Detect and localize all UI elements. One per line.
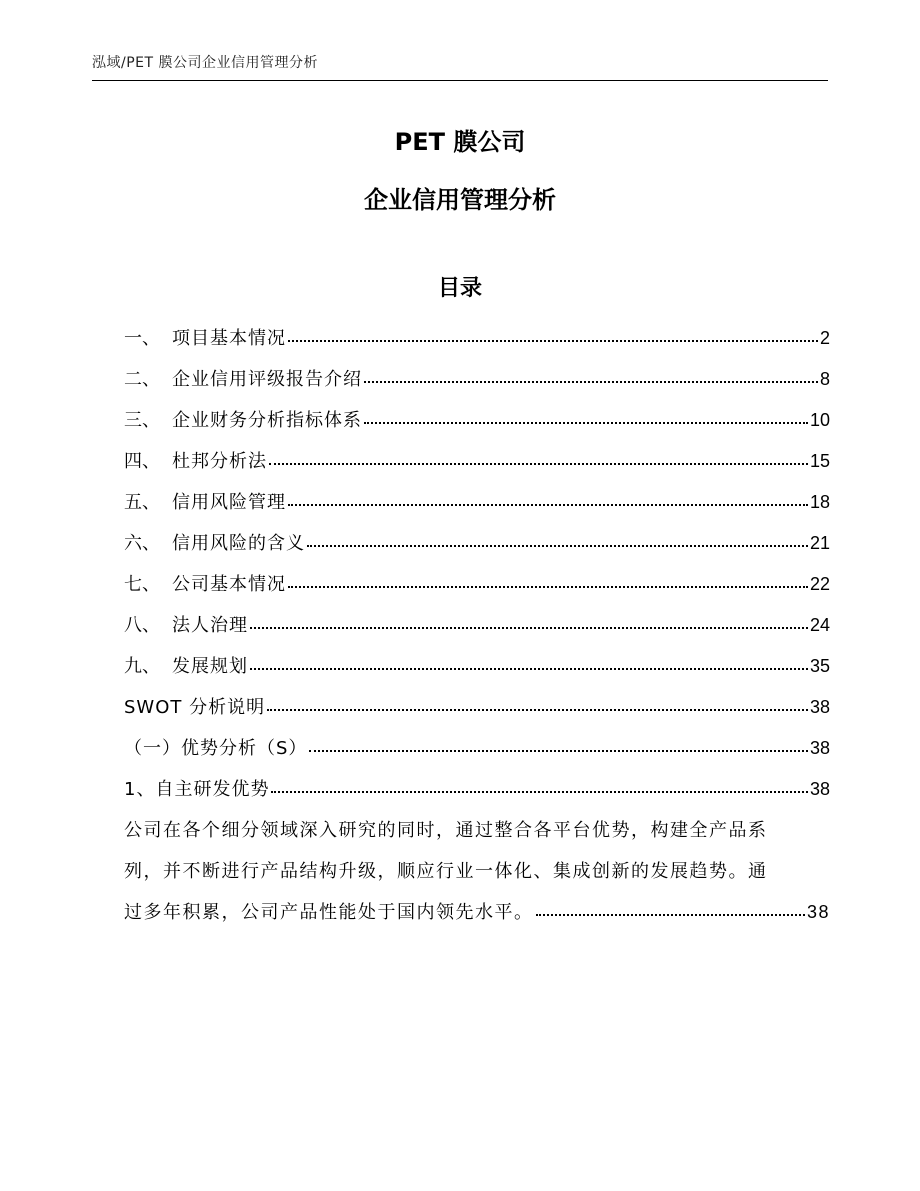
toc-entry[interactable] — [124, 564, 830, 605]
toc-entry-page: 38 — [809, 697, 830, 717]
toc-dot-leader — [271, 791, 808, 793]
toc-dot-leader — [288, 586, 808, 588]
toc-entry-text-line: 公司在各个细分领域深入研究的同时，通过整合各平台优势，构建全产品系 — [124, 820, 768, 841]
toc-entry-number: 三、 — [124, 410, 160, 431]
toc-entry-number: 四、 — [124, 451, 160, 472]
toc-entry[interactable] — [124, 441, 830, 482]
running-header: 泓域/PET 膜公司企业信用管理分析 — [92, 55, 319, 71]
toc-entry-page: 15 — [809, 451, 830, 471]
toc-dot-leader — [536, 914, 805, 916]
toc-entry-number: 七、 — [124, 574, 160, 595]
toc-entry-page: 38 — [809, 738, 830, 758]
toc-dot-leader — [364, 381, 818, 383]
toc-entry-page: 21 — [809, 533, 830, 553]
table-of-contents — [124, 318, 830, 933]
toc-entry-label: 1、自主研发优势 — [124, 779, 270, 800]
toc-entry-label: 信用风险的含义 — [172, 533, 305, 554]
toc-entry-number: 六、 — [124, 533, 160, 554]
toc-entry[interactable] — [124, 769, 830, 810]
toc-entry-label: 企业财务分析指标体系 — [172, 410, 362, 431]
toc-entry-label: 杜邦分析法 — [172, 451, 267, 472]
header-divider — [92, 80, 828, 81]
toc-heading: 目录 — [437, 276, 482, 301]
toc-dot-leader — [307, 545, 808, 547]
toc-entry-label: 企业信用评级报告介绍 — [172, 369, 362, 390]
toc-entry-page: 18 — [809, 492, 830, 512]
toc-entry-page: 8 — [819, 369, 830, 389]
toc-entry-number: 二、 — [124, 369, 160, 390]
toc-dot-leader — [288, 340, 818, 342]
toc-entry-last-line — [124, 892, 830, 933]
toc-entry-page: 24 — [809, 615, 830, 635]
document-title-line1: PET 膜公司 — [394, 128, 526, 156]
toc-dot-leader — [364, 422, 808, 424]
toc-entry[interactable] — [124, 523, 830, 564]
toc-entry[interactable] — [124, 728, 830, 769]
toc-entry-label: 发展规划 — [172, 656, 248, 677]
toc-dot-leader — [269, 463, 808, 465]
toc-dot-leader — [267, 709, 808, 711]
toc-dot-leader — [250, 668, 808, 670]
toc-entry-text-line: 列，并不断进行产品结构升级，顺应行业一体化、集成创新的发展趋势。通 — [124, 861, 768, 882]
toc-entry-number: 九、 — [124, 656, 160, 677]
document-title-line2: 企业信用管理分析 — [364, 186, 556, 214]
toc-entry-text-line: 过多年积累，公司产品性能处于国内领先水平。 — [124, 902, 534, 923]
toc-entry[interactable] — [124, 359, 830, 400]
toc-entry-page: 35 — [809, 656, 830, 676]
toc-entry-multiline[interactable] — [124, 810, 830, 933]
toc-entry-label: 项目基本情况 — [172, 328, 286, 349]
toc-entry[interactable] — [124, 400, 830, 441]
toc-entry-page: 10 — [809, 410, 830, 430]
toc-entry-number: 五、 — [124, 492, 160, 513]
toc-entry-label: SWOT 分析说明 — [124, 697, 266, 718]
toc-entry-page: 2 — [819, 328, 830, 348]
toc-entry[interactable] — [124, 482, 830, 523]
toc-entry[interactable] — [124, 605, 830, 646]
toc-dot-leader — [288, 504, 808, 506]
toc-entry-page: 38 — [809, 779, 830, 799]
toc-entry-label: （一）优势分析（S） — [124, 738, 308, 759]
toc-entry-page: 38 — [806, 902, 830, 922]
toc-entry-number: 八、 — [124, 615, 160, 636]
toc-entry-label: 信用风险管理 — [172, 492, 286, 513]
toc-entry[interactable] — [124, 318, 830, 359]
toc-entry-number: 一、 — [124, 328, 160, 349]
toc-entry-label: 法人治理 — [172, 615, 248, 636]
toc-entry[interactable] — [124, 646, 830, 687]
toc-entry-label: 公司基本情况 — [172, 574, 286, 595]
toc-dot-leader — [309, 750, 808, 752]
toc-entry[interactable] — [124, 687, 830, 728]
toc-dot-leader — [250, 627, 808, 629]
toc-entry-page: 22 — [809, 574, 830, 594]
